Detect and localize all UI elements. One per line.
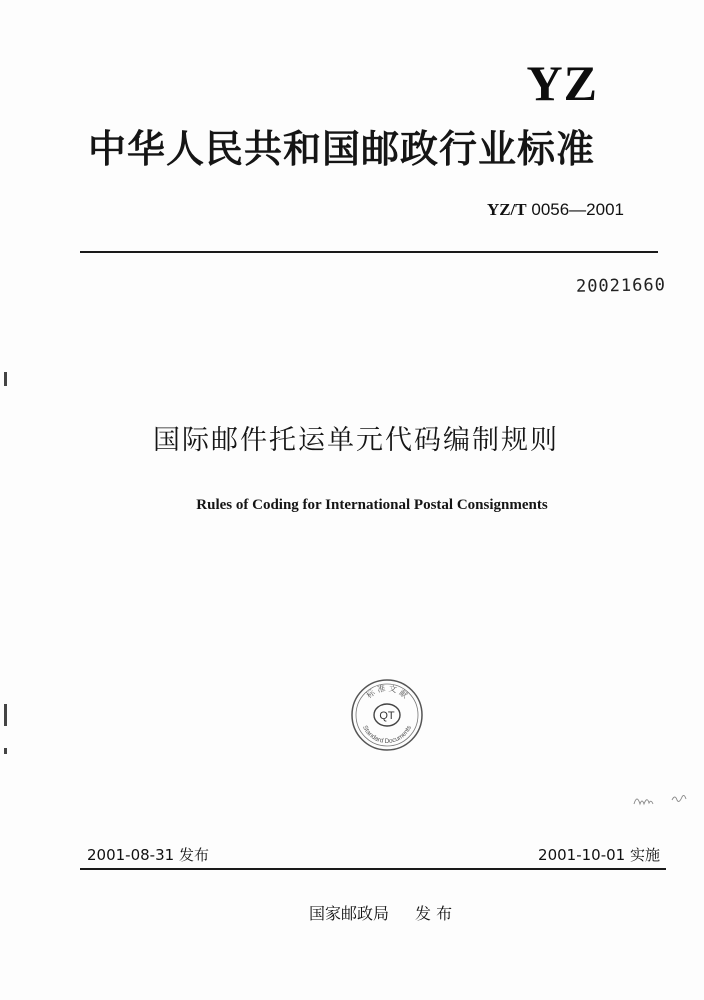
- svg-text:Standard Documents: [361, 724, 413, 745]
- publisher-line: [309, 906, 452, 922]
- scan-edge-mark: [4, 704, 7, 726]
- issue-date: 2001-08-31 发布: [87, 846, 209, 864]
- industry-standard-title: 中华人民共和国邮政行业标准: [88, 127, 596, 171]
- scan-edge-mark: [4, 748, 7, 754]
- pen-scribble-icon: [632, 786, 692, 812]
- publisher-name: 国家邮政局: [309, 904, 390, 923]
- handwritten-number: 20021660: [575, 275, 667, 297]
- stamp-center-text: QT: [379, 710, 395, 722]
- standard-code-mark: YZ: [526, 55, 598, 111]
- implementation-date: 2001-10-01 实施: [538, 846, 660, 864]
- top-divider: [80, 251, 658, 253]
- standard-number-prefix: YZ/T: [486, 200, 527, 219]
- stamp-top-text: 标 准 文 献: [364, 683, 410, 701]
- svg-text:标 准 文 献: [364, 683, 410, 700]
- library-stamp-icon: [349, 677, 425, 753]
- standard-number-suffix: 0056—2001: [531, 200, 624, 219]
- document-title-zh: 国际邮件托运单元代码编制规则: [153, 425, 559, 456]
- document-title-en: Rules of Coding for International Postal Consignments: [196, 497, 548, 513]
- standard-number: [487, 201, 624, 218]
- publisher-label: 发 布: [415, 904, 453, 923]
- scan-edge-mark: [4, 372, 7, 386]
- bottom-divider: [80, 868, 666, 870]
- stamp-bottom-text: Standard Documents: [361, 724, 413, 746]
